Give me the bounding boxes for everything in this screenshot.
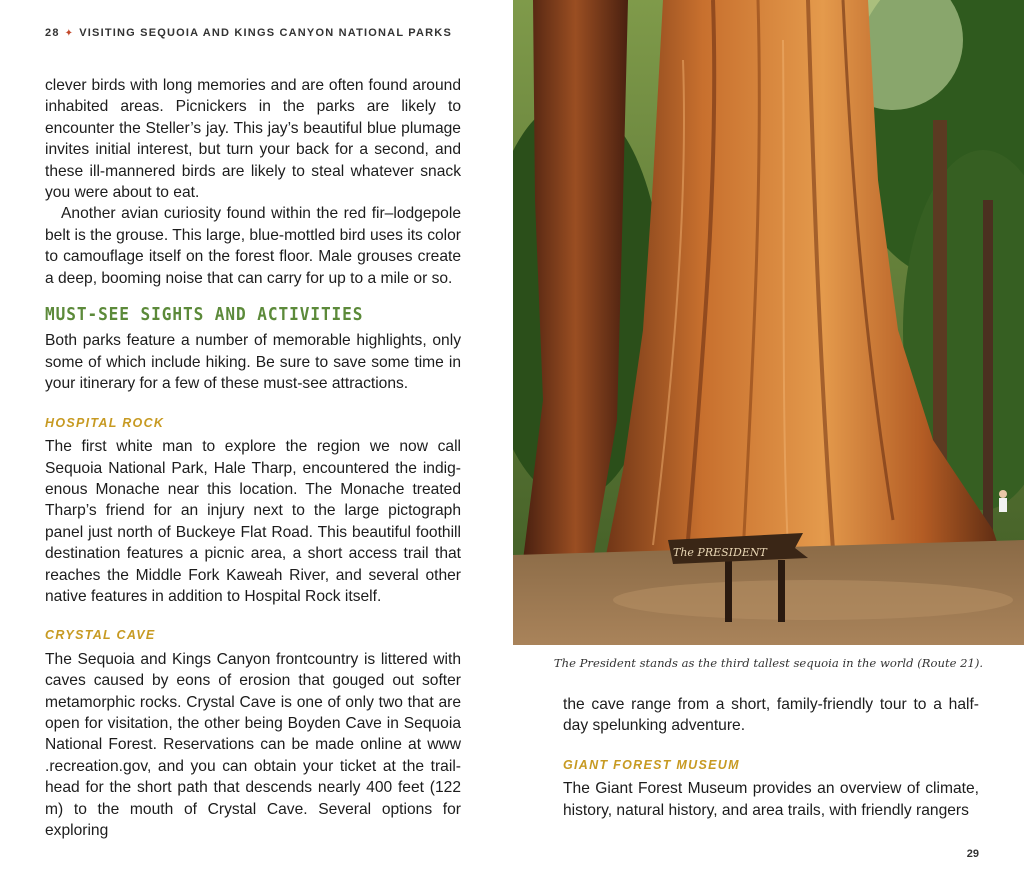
paragraph-giant-forest-museum: The Giant Forest Museum provides an overview of climate, history, natural history, and area trails, with friendly rangers xyxy=(563,780,979,819)
footer-page-number: 29 xyxy=(966,848,979,860)
paragraph-cave-continued: the cave range from a short, family-friendly tour to a half-day spelunking adventure. xyxy=(563,696,979,735)
header-page-number: 28 xyxy=(45,27,60,39)
running-header xyxy=(45,27,452,39)
paragraph-jays: clever birds with long memories and are often found around inhabited areas. Picnickers in the parks are likely to encounter the Steller’s jay. This jay’s beautiful blue plumage invites initial interest, but turn your back for a second, and these ill-mannered birds are likely to steal whatever snack you were about to eat. xyxy=(45,77,461,202)
right-text-column xyxy=(563,694,979,821)
photo-caption: The President stands as the third tallest sequoia in the world (Route 21). xyxy=(553,656,984,670)
sequoia-photo xyxy=(513,0,1024,645)
paragraph-crystal-cave: The Sequoia and Kings Canyon frontcountry is littered with caves caused by eons of erosion that gouged out softer metamorphic rocks. Crystal Cave is one of only two that are open for visitation, the other being Boyden Cave in Sequoia National Forest. Reservations can be made online at www .recreation.gov, and you can obtain your ticket at the trailhead for the short path that descends nearly 400 feet (122 m) to the mouth of Crystal Cave. Several options for exploring xyxy=(45,650,461,839)
paragraph-hospital-rock: The first white man to explore the region we now call Sequoia National Park, Hale Tharp, encountered the indigenous Monache near this location. The Monache treated Tharp’s friend for an injury next to the large pictograph panel just north of Buckeye Flat Road. This beautiful foothill destination features a picnic area, a short access trail that reaches the Middle Fork Kaweah River, and several other native features in addition to Hospital Rock itself. xyxy=(45,438,461,605)
subheading-hospital-rock: HOSPITAL ROCK xyxy=(45,415,165,430)
section-heading-must-see: MUST-SEE SIGHTS AND ACTIVITIES xyxy=(45,305,364,326)
subheading-giant-forest-museum: GIANT FOREST MUSEUM xyxy=(563,757,740,772)
star-icon: ✦ xyxy=(64,28,75,39)
left-text-column xyxy=(45,75,461,841)
header-title: VISITING SEQUOIA AND KINGS CANYON NATIONAL PARKS xyxy=(79,27,452,39)
paragraph-intro: Both parks feature a number of memorable highlights, only some of which include hiking. Be sure to save some time in your itinerary for a few of these must-see attractions. xyxy=(45,332,461,393)
sign-text: The PRESIDENT xyxy=(673,546,767,559)
paragraph-grouse: Another avian curiosity found within the red fir–lodgepole belt is the grouse. This large, blue-mottled bird uses its color to camouflage itself on the forest floor. Male grouses create a deep, booming noise that can carry for up to a mile or so. xyxy=(45,205,461,287)
subheading-crystal-cave: CRYSTAL CAVE xyxy=(45,628,156,643)
